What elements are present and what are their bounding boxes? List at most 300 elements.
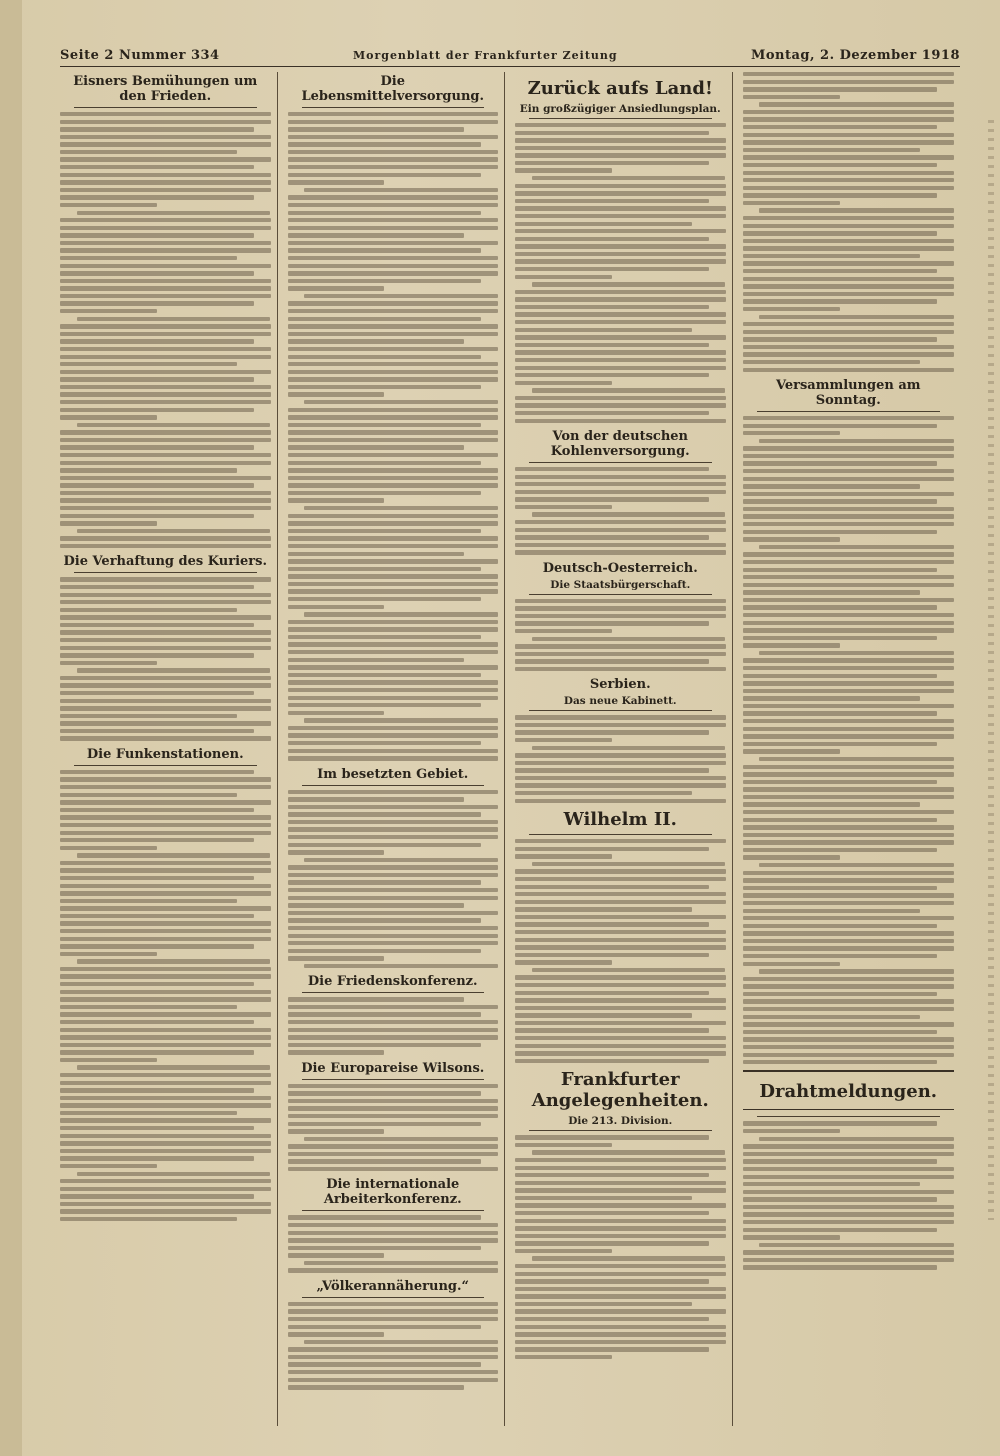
text-line bbox=[515, 776, 726, 780]
text-line bbox=[60, 241, 271, 245]
text-line bbox=[288, 673, 482, 677]
text-line bbox=[288, 256, 499, 260]
text-line bbox=[515, 738, 612, 742]
text-line bbox=[60, 309, 157, 313]
text-line bbox=[515, 381, 612, 385]
text-line bbox=[515, 1264, 726, 1268]
article-headline: Wilhelm II. bbox=[563, 809, 677, 831]
text-line bbox=[743, 1212, 955, 1216]
text-line bbox=[288, 241, 499, 245]
text-line bbox=[288, 423, 482, 427]
text-line bbox=[743, 719, 955, 723]
text-line bbox=[743, 484, 921, 488]
article-subheadline: Die 213. Division. bbox=[568, 1115, 673, 1128]
text-line bbox=[743, 446, 955, 450]
text-line bbox=[288, 1238, 499, 1242]
text-line bbox=[743, 80, 955, 84]
article bbox=[743, 1070, 955, 1269]
text-line bbox=[743, 924, 938, 928]
text-line bbox=[743, 201, 840, 205]
text-line bbox=[743, 802, 921, 806]
article-body bbox=[60, 770, 271, 1222]
text-line bbox=[743, 299, 938, 303]
article-body bbox=[515, 599, 726, 672]
text-line bbox=[743, 477, 955, 481]
text-line bbox=[515, 791, 692, 795]
text-line bbox=[743, 1235, 840, 1239]
text-line bbox=[515, 1143, 612, 1147]
text-line bbox=[532, 1150, 726, 1154]
text-line bbox=[288, 483, 499, 487]
text-line bbox=[60, 112, 271, 116]
text-line bbox=[743, 681, 955, 685]
text-line bbox=[515, 267, 709, 271]
page-binding-edge bbox=[0, 0, 22, 1456]
text-line bbox=[743, 431, 840, 435]
text-line bbox=[288, 301, 499, 305]
text-line bbox=[515, 768, 709, 772]
text-line bbox=[288, 1167, 499, 1171]
text-line bbox=[60, 838, 254, 842]
text-line bbox=[60, 982, 254, 986]
text-line bbox=[743, 117, 955, 121]
text-line bbox=[515, 1272, 726, 1276]
text-line bbox=[60, 226, 271, 230]
issue-date: Montag, 2. Dezember 1918 bbox=[750, 47, 960, 63]
newspaper-title: Morgenblatt der Frankfurter Zeitung bbox=[352, 48, 618, 62]
text-line bbox=[288, 1347, 499, 1351]
text-line bbox=[743, 1175, 955, 1179]
text-line bbox=[288, 880, 482, 884]
text-line bbox=[60, 1202, 271, 1206]
text-line bbox=[288, 195, 499, 199]
text-line bbox=[60, 891, 271, 895]
text-line bbox=[743, 1220, 955, 1224]
text-line bbox=[515, 505, 612, 509]
text-line bbox=[60, 180, 271, 184]
text-line bbox=[288, 339, 465, 343]
article-headline: Die Lebensmittelversorgung. bbox=[301, 74, 485, 104]
text-line bbox=[515, 667, 726, 671]
text-line bbox=[759, 1137, 954, 1141]
text-line bbox=[743, 999, 955, 1003]
text-line bbox=[743, 1045, 955, 1049]
text-line bbox=[288, 635, 482, 639]
text-line bbox=[288, 865, 499, 869]
text-line bbox=[515, 1203, 726, 1207]
text-line bbox=[60, 150, 237, 154]
text-line bbox=[60, 661, 157, 665]
article bbox=[288, 1177, 499, 1272]
text-line bbox=[515, 1279, 709, 1283]
text-line bbox=[288, 949, 482, 953]
divider bbox=[302, 992, 485, 993]
text-line bbox=[515, 1166, 726, 1170]
text-line bbox=[60, 1028, 271, 1032]
text-line bbox=[515, 1188, 726, 1192]
text-line bbox=[743, 727, 955, 731]
text-line bbox=[60, 127, 254, 131]
text-line bbox=[743, 1258, 955, 1262]
text-line bbox=[743, 530, 938, 534]
text-line bbox=[743, 658, 955, 662]
text-line bbox=[60, 400, 271, 404]
text-line bbox=[288, 559, 499, 563]
text-line bbox=[743, 855, 840, 859]
text-line bbox=[60, 294, 271, 298]
text-line bbox=[759, 315, 954, 319]
text-line bbox=[515, 138, 726, 142]
text-line bbox=[743, 954, 938, 958]
text-line bbox=[288, 529, 482, 533]
text-line bbox=[515, 1302, 692, 1306]
text-line bbox=[515, 753, 726, 757]
text-line bbox=[288, 605, 385, 609]
text-line bbox=[288, 1378, 499, 1382]
text-line bbox=[743, 1060, 938, 1064]
text-line bbox=[60, 415, 157, 419]
text-line bbox=[288, 233, 465, 237]
text-line bbox=[515, 320, 726, 324]
text-line bbox=[60, 1081, 271, 1085]
article-body bbox=[288, 997, 499, 1054]
text-line bbox=[743, 454, 955, 458]
divider bbox=[757, 1116, 941, 1117]
text-line bbox=[60, 135, 271, 139]
text-line bbox=[288, 1020, 499, 1024]
text-line bbox=[743, 254, 921, 258]
text-line bbox=[77, 668, 271, 672]
text-line bbox=[60, 324, 271, 328]
text-line bbox=[515, 1347, 709, 1351]
text-line bbox=[288, 1005, 499, 1009]
text-line bbox=[515, 922, 709, 926]
text-line bbox=[288, 1253, 385, 1257]
headline-rule-box bbox=[743, 1070, 955, 1110]
text-line bbox=[60, 831, 271, 835]
text-line bbox=[288, 680, 499, 684]
text-line bbox=[60, 921, 271, 925]
text-line bbox=[304, 1340, 498, 1344]
text-line bbox=[60, 1134, 271, 1138]
text-line bbox=[288, 582, 499, 586]
text-line bbox=[743, 1250, 955, 1254]
article-body bbox=[515, 839, 726, 1063]
article bbox=[515, 677, 726, 803]
text-line bbox=[515, 1181, 726, 1185]
text-line bbox=[743, 780, 938, 784]
text-line bbox=[515, 983, 726, 987]
text-line bbox=[60, 1058, 157, 1062]
text-line bbox=[288, 1122, 482, 1126]
article-headline: Die Europareise Wilsons. bbox=[301, 1060, 485, 1076]
text-line bbox=[515, 1309, 726, 1313]
text-line bbox=[288, 476, 499, 480]
text-line bbox=[288, 896, 499, 900]
text-line bbox=[743, 1228, 938, 1232]
text-line bbox=[77, 853, 271, 857]
article bbox=[288, 1279, 499, 1390]
text-line bbox=[743, 613, 955, 617]
text-line bbox=[515, 1332, 726, 1336]
text-line bbox=[743, 1022, 955, 1026]
text-line bbox=[60, 952, 157, 956]
text-line bbox=[515, 543, 726, 547]
divider bbox=[302, 1079, 485, 1080]
text-line bbox=[743, 893, 955, 897]
text-line bbox=[288, 218, 499, 222]
text-line bbox=[515, 275, 612, 279]
article-body bbox=[60, 577, 271, 741]
text-line bbox=[515, 411, 709, 415]
article-body bbox=[743, 1121, 955, 1269]
text-line bbox=[288, 142, 482, 146]
text-line bbox=[743, 307, 840, 311]
text-line bbox=[515, 1294, 726, 1298]
text-line bbox=[288, 1246, 482, 1250]
text-line bbox=[288, 408, 499, 412]
article-headline: Zurück aufs Land! bbox=[527, 78, 713, 99]
text-line bbox=[60, 218, 271, 222]
text-line bbox=[515, 290, 726, 294]
text-line bbox=[288, 286, 385, 290]
text-line bbox=[60, 600, 271, 604]
text-line bbox=[743, 1182, 921, 1186]
text-line bbox=[743, 833, 955, 837]
text-line bbox=[288, 926, 499, 930]
text-line bbox=[515, 938, 726, 942]
text-line bbox=[515, 799, 726, 803]
text-line bbox=[288, 1223, 499, 1227]
text-line bbox=[515, 184, 726, 188]
text-line bbox=[288, 468, 499, 472]
text-line bbox=[60, 1187, 271, 1191]
text-line bbox=[288, 1114, 499, 1118]
text-line bbox=[743, 689, 955, 693]
text-line bbox=[288, 843, 482, 847]
text-line bbox=[288, 203, 499, 207]
text-line bbox=[743, 148, 921, 152]
text-line bbox=[515, 305, 709, 309]
text-line bbox=[288, 941, 499, 945]
text-line bbox=[515, 373, 709, 377]
text-line bbox=[743, 552, 955, 556]
text-line bbox=[288, 226, 499, 230]
text-line bbox=[304, 1261, 498, 1265]
text-line bbox=[515, 1158, 726, 1162]
text-line bbox=[288, 1325, 482, 1329]
text-line bbox=[743, 711, 938, 715]
text-line bbox=[60, 1217, 237, 1221]
text-line bbox=[60, 468, 237, 472]
text-line bbox=[288, 956, 385, 960]
text-line bbox=[743, 1205, 955, 1209]
text-line bbox=[77, 959, 271, 963]
text-line bbox=[743, 155, 955, 159]
text-line bbox=[743, 337, 938, 341]
text-line bbox=[743, 360, 921, 364]
text-line bbox=[288, 385, 482, 389]
text-line bbox=[515, 297, 726, 301]
text-line bbox=[288, 711, 385, 715]
text-line bbox=[743, 507, 955, 511]
text-line bbox=[288, 665, 499, 669]
text-line bbox=[288, 279, 482, 283]
text-line bbox=[743, 886, 938, 890]
text-line bbox=[60, 165, 254, 169]
text-line bbox=[515, 761, 726, 765]
text-line bbox=[743, 871, 955, 875]
text-line bbox=[288, 370, 499, 374]
text-line bbox=[515, 1036, 726, 1040]
text-line bbox=[288, 620, 499, 624]
text-line bbox=[515, 237, 709, 241]
text-line bbox=[60, 683, 271, 687]
text-line bbox=[60, 876, 254, 880]
text-line bbox=[288, 827, 499, 831]
text-line bbox=[743, 239, 955, 243]
text-line bbox=[515, 907, 692, 911]
text-line bbox=[743, 605, 938, 609]
text-line bbox=[288, 415, 499, 419]
text-line bbox=[743, 795, 955, 799]
text-line bbox=[759, 757, 954, 761]
text-line bbox=[60, 339, 254, 343]
text-line bbox=[288, 627, 499, 631]
text-line bbox=[288, 741, 482, 745]
text-line bbox=[743, 1197, 938, 1201]
text-line bbox=[77, 317, 271, 321]
article-headline: Die Funkenstationen. bbox=[86, 746, 244, 762]
article bbox=[515, 429, 726, 555]
text-line bbox=[60, 370, 271, 374]
text-line bbox=[288, 1043, 482, 1047]
article bbox=[515, 1069, 726, 1359]
text-line bbox=[60, 808, 254, 812]
text-line bbox=[60, 385, 271, 389]
text-line bbox=[288, 749, 499, 753]
text-line bbox=[743, 537, 840, 541]
text-line bbox=[60, 491, 271, 495]
text-line bbox=[60, 899, 237, 903]
text-line bbox=[743, 1121, 938, 1125]
text-line bbox=[60, 173, 271, 177]
text-line bbox=[515, 599, 726, 603]
text-line bbox=[60, 615, 271, 619]
text-line bbox=[743, 1030, 938, 1034]
masthead bbox=[60, 44, 960, 67]
text-line bbox=[288, 165, 499, 169]
text-line bbox=[288, 271, 499, 275]
text-line bbox=[77, 211, 271, 215]
text-line bbox=[515, 490, 726, 494]
text-line bbox=[515, 915, 726, 919]
text-line bbox=[288, 445, 465, 449]
text-line bbox=[288, 544, 499, 548]
text-line bbox=[288, 127, 465, 131]
text-line bbox=[515, 998, 726, 1002]
text-line bbox=[288, 1268, 499, 1272]
text-line bbox=[60, 1209, 271, 1213]
text-line bbox=[759, 102, 954, 106]
text-line bbox=[532, 968, 726, 972]
text-line bbox=[515, 222, 692, 226]
article-body bbox=[515, 123, 726, 423]
text-line bbox=[515, 535, 709, 539]
text-line bbox=[60, 521, 157, 525]
text-line bbox=[515, 783, 726, 787]
article-body bbox=[288, 1084, 499, 1172]
text-line bbox=[60, 544, 271, 548]
text-line bbox=[288, 1309, 499, 1313]
text-line bbox=[515, 1135, 709, 1139]
text-line bbox=[288, 461, 482, 465]
text-line bbox=[515, 1059, 709, 1063]
text-line bbox=[743, 416, 955, 420]
text-line bbox=[743, 583, 955, 587]
text-line bbox=[515, 1196, 692, 1200]
text-line bbox=[515, 328, 692, 332]
article bbox=[288, 74, 499, 761]
text-line bbox=[743, 772, 955, 776]
text-line bbox=[288, 733, 499, 737]
text-line bbox=[515, 520, 726, 524]
text-line bbox=[515, 975, 726, 979]
text-line bbox=[60, 884, 271, 888]
column-3 bbox=[515, 72, 733, 1426]
text-line bbox=[288, 135, 499, 139]
text-line bbox=[743, 492, 955, 496]
text-line bbox=[60, 1194, 254, 1198]
text-line bbox=[60, 1050, 254, 1054]
divider bbox=[74, 765, 257, 766]
text-line bbox=[288, 820, 499, 824]
article-body bbox=[288, 1302, 499, 1390]
text-line bbox=[515, 1211, 709, 1215]
text-line bbox=[288, 1106, 499, 1110]
text-line bbox=[743, 734, 955, 738]
text-line bbox=[743, 848, 938, 852]
text-line bbox=[743, 1144, 955, 1148]
text-line bbox=[743, 125, 938, 129]
text-line bbox=[288, 726, 499, 730]
text-line bbox=[60, 1043, 271, 1047]
text-line bbox=[304, 400, 498, 404]
text-line bbox=[288, 797, 465, 801]
text-line bbox=[288, 355, 482, 359]
text-line bbox=[743, 992, 938, 996]
text-line bbox=[60, 577, 271, 581]
text-line bbox=[515, 621, 709, 625]
text-line bbox=[515, 1006, 726, 1010]
text-line bbox=[515, 652, 726, 656]
text-line bbox=[515, 1340, 726, 1344]
text-line bbox=[60, 937, 271, 941]
text-line bbox=[60, 286, 271, 290]
page-right-edge bbox=[988, 120, 994, 1220]
text-line bbox=[60, 142, 271, 146]
text-line bbox=[60, 461, 271, 465]
text-line bbox=[288, 1362, 482, 1366]
text-line bbox=[743, 749, 840, 753]
text-line bbox=[288, 1355, 499, 1359]
text-line bbox=[515, 199, 709, 203]
text-line bbox=[304, 718, 498, 722]
text-line bbox=[743, 560, 955, 564]
divider bbox=[529, 1130, 712, 1131]
text-line bbox=[515, 877, 726, 881]
text-line bbox=[743, 696, 921, 700]
